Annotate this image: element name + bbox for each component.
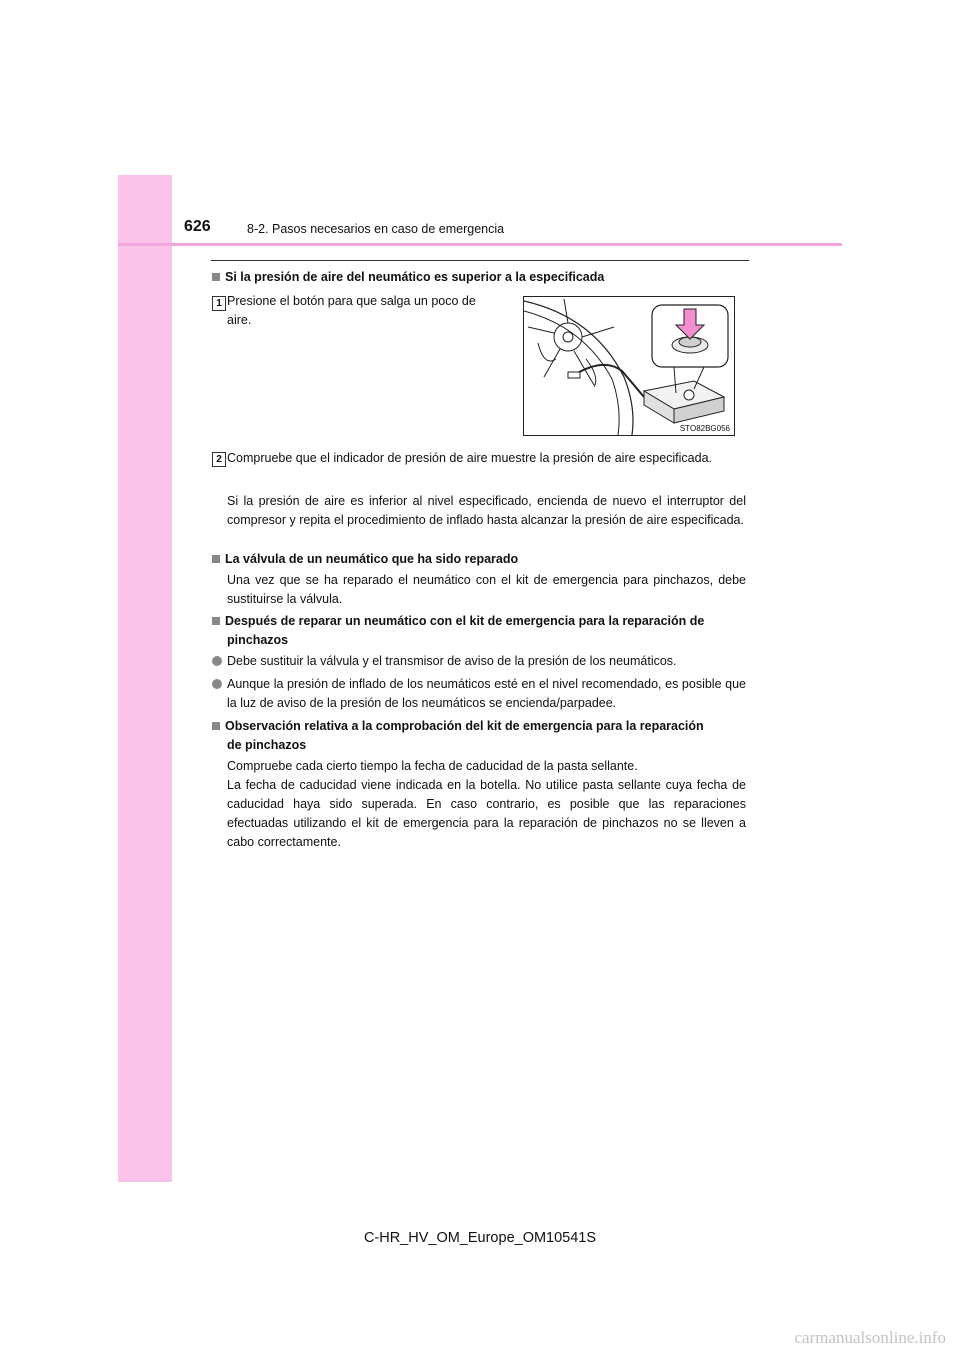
bullet-text: Aunque la presión de inflado de los neumáticos esté en el nivel recomendado, es posible que la luz de aviso de la presión de los neumáticos se encienda/parpadee. bbox=[227, 677, 746, 710]
compressor-illustration bbox=[523, 296, 735, 436]
square-bullet-icon bbox=[212, 722, 220, 730]
valve-repaired-text: Una vez que se ha reparado el neumático con el kit de emergencia para pinchazos, debe sustituirse la válvula. bbox=[227, 573, 746, 606]
kit-check-line-1: Compruebe cada cierto tiempo la fecha de caducidad de la pasta sellante. bbox=[227, 759, 638, 773]
step-1-line-2: aire. bbox=[227, 313, 252, 327]
step-1-text bbox=[227, 292, 512, 330]
square-bullet-icon bbox=[212, 273, 220, 281]
heading-text-line-1: Observación relativa a la comprobación del kit de emergencia para la reparación bbox=[225, 719, 704, 733]
heading-text: La válvula de un neumático que ha sido reparado bbox=[225, 552, 519, 566]
page-number: 626 bbox=[184, 218, 211, 235]
step-2-note: Si la presión de aire es inferior al nivel especificado, encienda de nuevo el interruptor del compresor y repita el procedimiento de inflado hasta alcanzar la presión de aire especificada. bbox=[227, 494, 746, 527]
tire-compressor-drawing bbox=[524, 297, 734, 435]
step-2-text: Compruebe que el indicador de presión de aire muestre la presión de aire especificada. bbox=[227, 451, 713, 465]
heading-text-line-1: Después de reparar un neumático con el kit de emergencia para la reparación de bbox=[225, 614, 705, 628]
round-bullet-icon bbox=[212, 679, 222, 689]
document-id-footer: C-HR_HV_OM_Europe_OM10541S bbox=[363, 1230, 597, 1246]
heading-after-repair-line-2: pinchazos bbox=[227, 633, 289, 647]
step-number-1: 1 bbox=[212, 296, 226, 311]
site-watermark: carmanualsonline.info bbox=[794, 1328, 946, 1347]
heading-text: Si la presión de aire del neumático es superior a la especificada bbox=[225, 270, 605, 284]
kit-check-text: La fecha de caducidad viene indicada en la botella. No utilice pasta sellante cuya fecha de caducidad haya sido superada. En caso contrario, es posible que las reparaciones efectuadas utilizando el kit de emergencia para la reparación de pinchazos no se lleven a cabo correctamente. bbox=[227, 778, 746, 849]
illustration-code: STO82BG056 bbox=[679, 424, 730, 433]
round-bullet-icon bbox=[212, 656, 222, 666]
heading-valve-repaired bbox=[212, 550, 752, 569]
square-bullet-icon bbox=[212, 617, 220, 625]
heading-after-repair bbox=[212, 612, 752, 631]
header-divider bbox=[118, 243, 842, 246]
heading-pressure-above bbox=[212, 268, 752, 287]
step-1-line-1: Presione el botón para que salga un poco de bbox=[227, 294, 476, 308]
step-number-2: 2 bbox=[212, 452, 226, 467]
square-bullet-icon bbox=[212, 555, 220, 563]
section-title: 8-2. Pasos necesarios en caso de emergencia bbox=[247, 222, 505, 236]
page-sidebar-tab bbox=[118, 175, 172, 1182]
heading-kit-check-line-2: de pinchazos bbox=[227, 738, 307, 752]
bullet-text: Debe sustituir la válvula y el transmisor de aviso de la presión de los neumáticos. bbox=[227, 654, 677, 668]
heading-kit-check bbox=[212, 717, 752, 736]
content-top-rule bbox=[211, 260, 749, 261]
